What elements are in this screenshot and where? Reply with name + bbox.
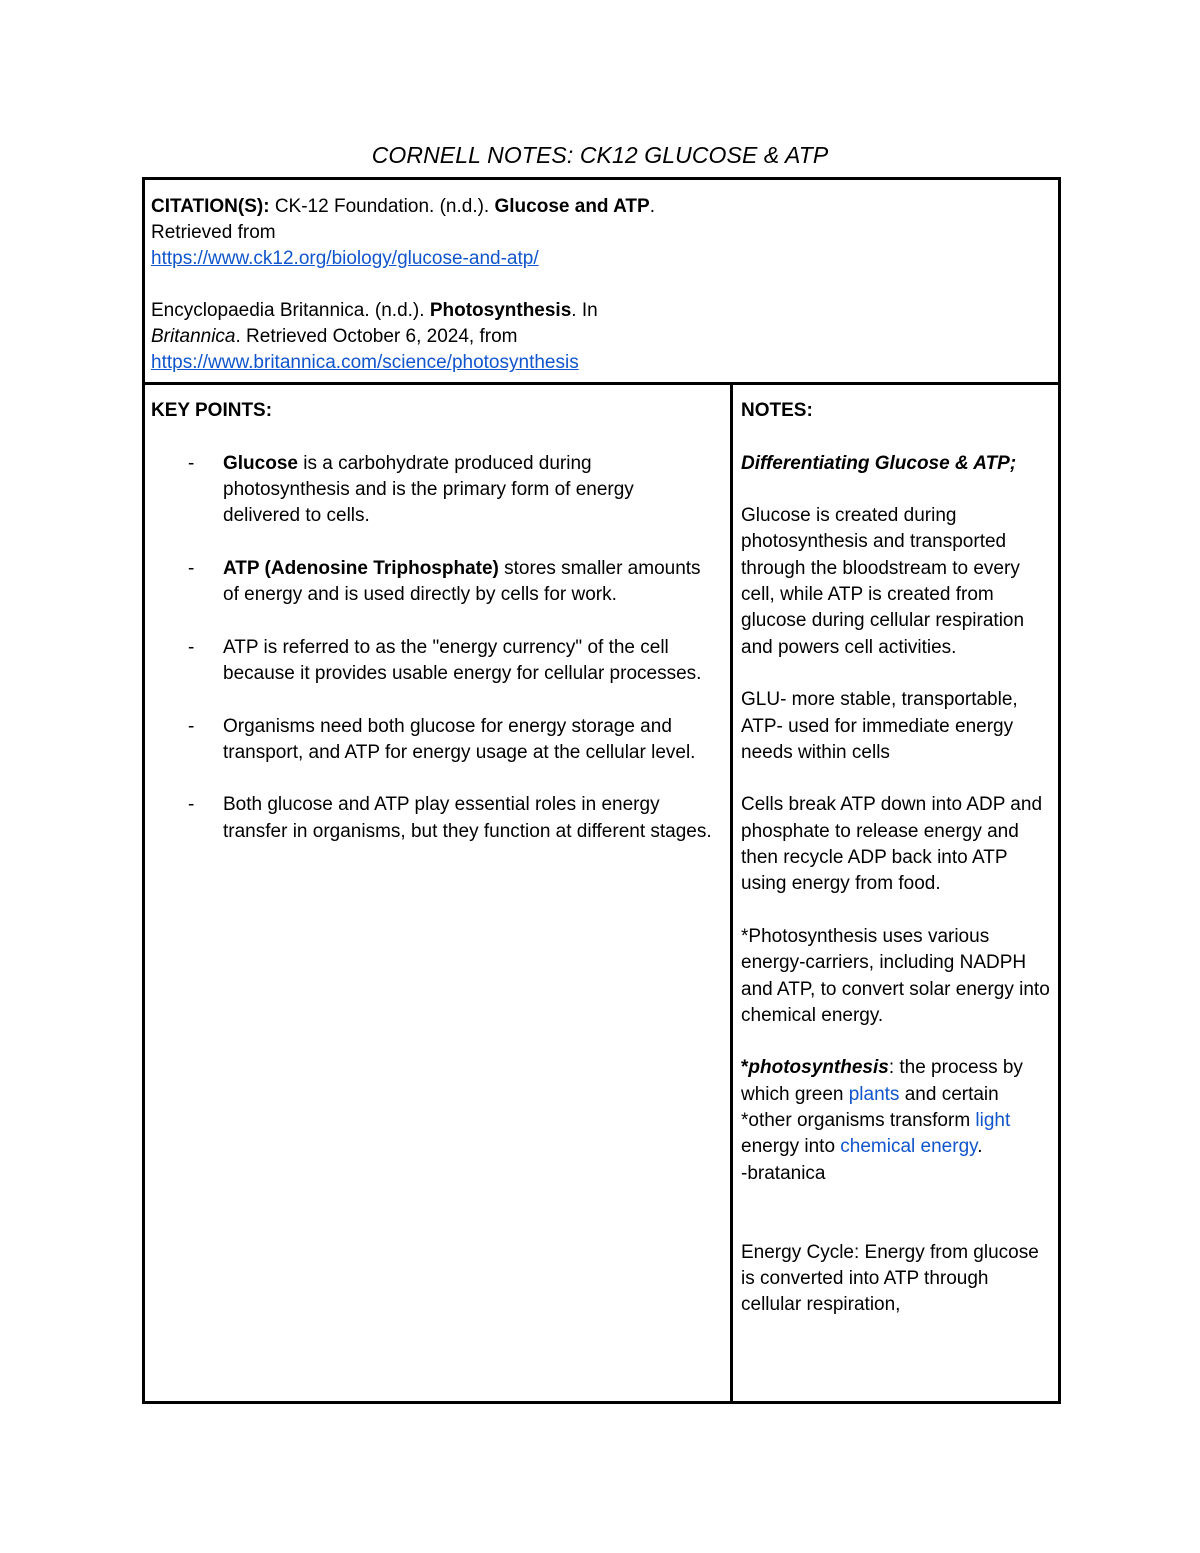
definition-text: . (977, 1136, 983, 1158)
britannica-source: Britannica (151, 326, 236, 348)
note-paragraph: Glucose is created during photosynthesis and transported through the bloodstream to every cell, while ATP is created from glucose during cellular respiration and powers cell activities. (741, 505, 1025, 658)
definition-text: : the process by which green (741, 1057, 1023, 1105)
britannica-url-link[interactable]: https://www.britannica.com/science/photosynthesis (151, 352, 579, 374)
ck12-title: Glucose and ATP (494, 196, 650, 217)
dash-bullet: - (188, 715, 195, 737)
definition-term: photosynthesis (748, 1057, 889, 1079)
britannica-author: Encyclopaedia Britannica. (n.d.). (151, 300, 430, 322)
plants-link[interactable]: plants (848, 1083, 900, 1105)
ck12-url-link[interactable]: https://www.ck12.org/biology/glucose-and-atp/ (151, 248, 539, 269)
definition-star: * (741, 1057, 749, 1079)
definition-text: and certain *other organisms transform (741, 1083, 999, 1132)
list-item (151, 792, 716, 845)
notes-heading: NOTES: (741, 400, 813, 421)
key-points-list (151, 451, 716, 845)
britannica-title: Photosynthesis (429, 300, 572, 322)
column-divider (730, 385, 733, 1401)
britannica-retrieved: . Retrieved October 6, 2024, from (235, 326, 518, 348)
britannica-citation (151, 298, 1058, 324)
key-points-column (151, 398, 716, 871)
page-title: CORNELL NOTES: CK12 GLUCOSE & ATP (371, 142, 829, 168)
key-point-text: is a carbohydrate produced during photosynthesis and is the primary form of energy delivered to cells. (223, 452, 634, 527)
key-point-text: Organisms need both glucose for energy storage and transport, and ATP for energy usage at the cellular level. (223, 715, 696, 763)
notes-subheading: Differentiating Glucose & ATP; (741, 452, 1017, 474)
dash-bullet: - (188, 452, 195, 474)
ck12-period: . (649, 196, 655, 217)
notes-subheading-wrap (741, 451, 1053, 477)
key-point-text: ATP is referred to as the "energy currency" of the cell because it provides usable energy for cellular processes. (223, 636, 702, 684)
note-paragraph: Cells break ATP down into ADP and phosphate to release energy and then recycle ADP back into ATP using energy from food. (741, 794, 1043, 895)
key-point-text: Both glucose and ATP play essential roles in energy transfer in organisms, but they function at different stages. (223, 794, 712, 842)
definition-source: -bratanica (741, 1162, 826, 1184)
chemical-energy-link[interactable]: chemical energy (840, 1136, 978, 1158)
list-item (151, 556, 716, 609)
dash-bullet: - (188, 794, 195, 816)
britannica-in: . In (571, 300, 598, 322)
dash-bullet: - (188, 557, 195, 579)
note-paragraph: Energy Cycle: Energy from glucose is converted into ATP through cellular respiration, (741, 1241, 1039, 1316)
ck12-author: CK-12 Foundation. (n.d.). (269, 196, 495, 217)
citation-section (145, 180, 1058, 385)
key-points-heading: KEY POINTS: (151, 400, 273, 421)
key-term: Glucose (223, 452, 298, 474)
definition-paragraph (741, 1055, 1053, 1160)
light-link[interactable]: light (975, 1110, 1011, 1132)
list-item (151, 451, 716, 530)
ck12-retrieved: Retrieved from (151, 222, 276, 243)
note-paragraph: *Photosynthesis uses various energy-carriers, including NADPH and ATP, to convert solar energy into chemical energy. (741, 925, 1050, 1026)
list-item (151, 714, 716, 767)
notes-column (741, 398, 1053, 1318)
list-item (151, 635, 716, 688)
note-paragraph: GLU- more stable, transportable, ATP- used for immediate energy needs within cells (741, 689, 1018, 763)
key-point-text: stores smaller amounts of energy and is used directly by cells for work. (223, 557, 701, 606)
ck12-citation (151, 194, 1058, 220)
definition-text: energy into (741, 1136, 841, 1158)
dash-bullet: - (188, 636, 195, 658)
key-term: ATP (Adenosine Triphosphate) (223, 557, 499, 579)
citation-label: CITATION(S): (151, 196, 270, 217)
cornell-notes-table (142, 177, 1061, 1404)
